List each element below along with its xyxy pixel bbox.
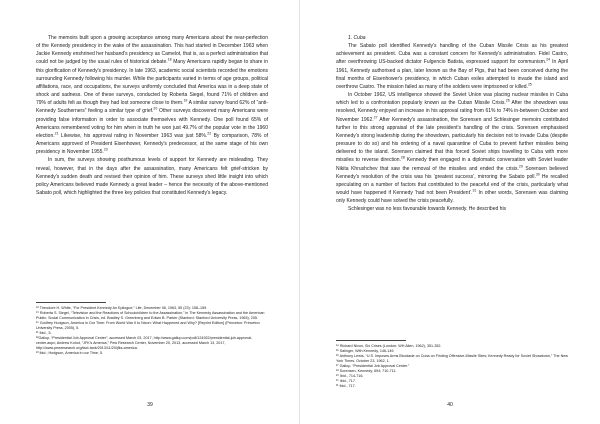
footnote: ²⁵ Salinger, With Kennedy, 146-149. — [336, 349, 395, 353]
paragraph-text: After the showdown was resolved, Kennedy enjoyed an increase in his approval rating from 61% to 74% in-between October and November 1962. — [336, 100, 568, 123]
left-footnotes — [36, 306, 268, 356]
footnote-ref: 24 — [546, 57, 551, 62]
paragraph-text: A similar survey found 62% of “anti-Kennedy Southerners” feeling a similar type of grief. — [36, 100, 268, 115]
paragraph-text: Likewise, his approval rating in November 1963 was just 58%. — [58, 132, 208, 139]
left-body-text — [36, 34, 268, 197]
footnote-ref: 30 — [535, 172, 540, 176]
paragraph-text: By comparison, 78% of Americans approved of President Eisenhower, Kennedy's predecessor, at the same stage of his own presidency in November 1955. — [36, 132, 268, 156]
paragraph-text: The Sabato poll identified Kennedy's handling of the Cuban Missile Crisis as his greatest achievement as president. Cuba was a constant concern for Kennedy's administration. Fidel Castro, after overthrowing US-backed dictator Fulgencio Batista, expressed support for communism. — [336, 43, 568, 66]
footnote-ref: 29 — [518, 163, 523, 168]
footnote-ref: 23 — [103, 147, 108, 152]
paragraph-text: Sorensen believed Kennedy's resolution of the crisis was his ‘greatest success’, mirroring the Sabato poll. — [336, 165, 568, 180]
footnote: ²⁸ Sorensen, Kennedy, 694; 710-711. — [336, 369, 397, 373]
footnote-ref: 31 — [472, 188, 477, 193]
page-number-right: 40 — [447, 402, 453, 408]
body-paragraph — [36, 34, 268, 156]
footnote-ref: 18 — [167, 57, 172, 62]
footnote-ref: 28 — [400, 155, 405, 160]
footnote: ²³ Ibid.; Hodgson, America in our Time, 5. — [36, 351, 104, 355]
paragraph-text: After Kennedy's assassination, the Sorensen and Schlesinger memoirs contributed further to this strong appraisal of the late president's handling of the crisis. Sorensen emphasised Kennedy's strong leadership during the showdown, particularly his decision not to invade Cuba (despite pressure to do so) and his ordering of a naval quarantine of Cuba to prevent further missiles being delivered to the island. Sorensen claimed that this forced Soviet ships travelling to Cuba with more missiles to reverse direction. — [336, 116, 568, 164]
footnote: ²¹ Ibid., 5. — [36, 331, 52, 335]
paragraph-text: The memoirs built upon a growing acceptance among many Americans about the near-perfection of the Kennedy presidency in the wake of the assassination. This had started in December 1963 when Jackie Kennedy enshrined her husband's presidency as Camelot, that is, as a perfect administration that could not be judged by the usual rules of historical debate. — [36, 35, 268, 66]
footnote-ref: 20 — [153, 106, 158, 111]
paragraph-text: In April 1961, Kennedy authorised a plan, later known as the Bay of Pigs, that had been conceived during the final months of Eisenhower's presidency, in which Cuban exiles attempted to invade the island and overthrow Castro. The mission failed as many of the soldiers were imprisoned or killed. — [336, 59, 568, 90]
paragraph-text: Other surveys discovered many Americans were providing false information in order to associate themselves with Kennedy. One poll found 65% of Americans remembered voting for him when in truth he won just 49.7% of the popular vote in the 1960 election. — [36, 108, 268, 139]
body-paragraph — [36, 156, 268, 197]
right-page — [300, 0, 600, 424]
section-title: 1. Cuba — [348, 35, 366, 41]
footnote-separator — [336, 340, 406, 341]
footnote: ²⁰ Godfrey Hodgson, America in Our Time: From World War II to Nixon: What Happened and Why? [Reprint Edition] (Princeton: Princeton University Press, 2005), 5. — [36, 321, 260, 330]
page-number-left: 39 — [147, 402, 153, 408]
footnote-separator — [36, 302, 106, 303]
body-paragraph — [336, 91, 568, 205]
right-footnotes — [336, 344, 568, 389]
paragraph-text: He recalled speculating on a number of factors that contributed to the peaceful end of the crisis, particularly what would have happened if Kennedy ‘had not been President’. — [336, 173, 568, 196]
body-paragraph — [336, 42, 568, 91]
footnote-ref: 21 — [54, 131, 59, 136]
footnote: ¹⁸ Theodore H. White, “For President Kennedy An Epilogue,” Life, December 06, 1963, 55 (23): 158–159. — [36, 306, 208, 310]
footnote-ref: 19 — [183, 98, 188, 103]
paragraph-text: Schlesinger was no less favourable towards Kennedy. He described his — [348, 206, 507, 213]
right-body-text — [336, 34, 568, 213]
paragraph-text: Many Americans rapidly began to share in this glorification of Kennedy's presidency. In late 1963, academic social scientists recorded the emotions surrounding Kennedy following his murder. While the participants varied in terms of age groups, political affiliations, race, and occupations, the surveys uniformly concluded that America was in a deep state of shock and sadness. One of these surveys, conducted by Roberta Siegel, found 71% of children and 79% of adults felt as though they had lost someone close to them. — [36, 59, 268, 107]
footnote: ²⁴ Richard Nixon, Six Crises (London: WH Allen, 1962), 351-352. — [336, 344, 442, 348]
footnote-ref: 22 — [207, 131, 212, 136]
footnote: ³⁰ Ibid., 717. — [336, 379, 356, 383]
paragraph-text: In October 1962, US intelligence showed the Soviet Union was placing nuclear missiles in Cuba which led to a confrontation popularly known as the Cuban Missile Crisis. — [336, 92, 568, 107]
paragraph-text: In other words, Sorensen was claiming only Kennedy could have solved the crisis peacefully. — [336, 189, 568, 205]
footnote: ²⁹ Ibid., 714-716. — [336, 374, 364, 378]
footnote: ¹⁹ Roberta S. Siegel, “Television and the Reactions of Schoolchildren to the Assassination,” in The Kennedy Assassination and the American Public: Social Communication in Crisis, ed. Bradley S. Greenberg and Edwin B. Parker (Stanford: Stanford University Press, 1965), 205. — [36, 311, 265, 320]
body-paragraph — [336, 205, 568, 213]
footnote: ³¹ Ibid., 717. — [336, 384, 356, 388]
footnote-ref: 27 — [373, 114, 378, 119]
footnote-ref: 26 — [505, 98, 510, 103]
footnote-ref: 25 — [527, 82, 532, 87]
footnote: ²²Gallup, “Presidential Job Approval Center”, accessed March 03, 2017, http://www.gallup.com/poll/124922/presidential-job-approval-center.aspx; Andrew Kohut, “JFK's America,” Pew Research Center, November 20, 2013, accessed March 13, 2017, http://www.pewresearch.org/fact-tank/2013/11/20/jfks-america. — [36, 336, 253, 350]
footnote: ²⁷ Gallup, “Presidential Job Approval Center.” — [336, 364, 410, 368]
footnote: ²⁶ Anthony Lewis, “U.S. Imposes Arms Blockade on Cuba on Finding Offensive-Missile Sites; Kennedy Ready for Soviet Showdown,” The New York Times, October 23, 1962, 1. — [336, 354, 568, 363]
paragraph-text: In sum, the surveys showing posthumous levels of support for Kennedy are misleading. They reveal, however, that in the days after the assassination, many Americans felt grief-stricken by Kennedy's sudden death and revised their opinion of him. These surveys shed little insight into which policy Americans believed made Kennedy a great leader – hence the necessity of the above-mentioned Sabato poll, which highlighted the three key policies that constituted Kennedy's legacy. — [36, 157, 268, 196]
paragraph-text: Kennedy then engaged in a diplomatic conversation with Soviet leader Nikita Khrushchev that saw the removal of the missiles and ended the crisis. — [336, 157, 569, 172]
